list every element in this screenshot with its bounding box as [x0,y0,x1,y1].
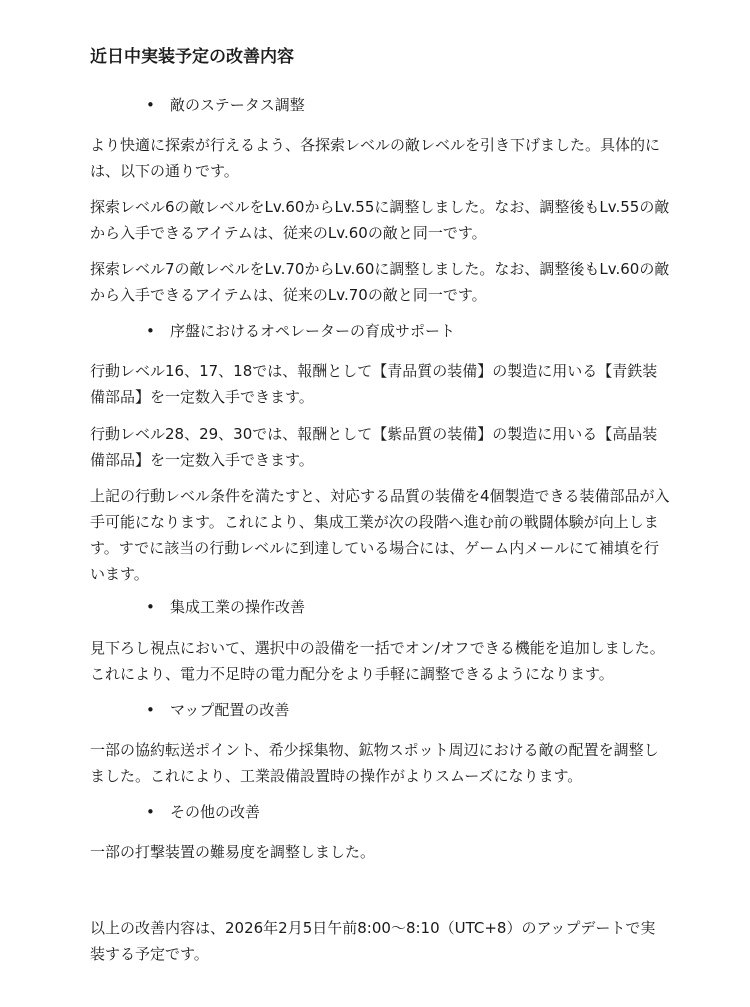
section-heading-label: 敵のステータス調整 [170,96,305,114]
paragraph: 探索レベル7の敵レベルをLv.70からLv.60に調整しました。なお、調整後もLv.60の敵から入手できるアイテムは、従来のLv.70の敵と同一です。 [90,260,670,304]
section-heading-label: マップ配置の改善 [170,701,290,719]
bullet-icon: • [146,96,155,114]
section-heading-enemy-status [146,92,305,118]
section-heading-label: その他の改善 [170,803,261,821]
section-heading-label: 序盤におけるオペレーターの育成サポート [170,322,456,340]
paragraph: 一部の打撃装置の難易度を調整しました。 [90,843,376,861]
footer-note: 以上の改善内容は、2026年2月5日午前8:00〜8:10（UTC+8）のアップデートで実装する予定です。 [90,919,656,963]
section-heading-label: 集成工業の操作改善 [170,598,306,616]
section-heading-operator-support [146,318,455,344]
bullet-icon: • [146,701,155,719]
paragraph: 一部の協約転送ポイント、希少採集物、鉱物スポット周辺における敵の配置を調整しました。これにより、工業設備設置時の操作がよりスムーズになります。 [90,741,659,785]
bullet-icon: • [146,598,155,616]
bullet-icon: • [146,803,155,821]
bullet-icon: • [146,322,155,340]
paragraph: より快適に探索が行えるよう、各探索レベルの敵レベルを引き下げました。具体的には、以下の通りです。 [90,136,661,180]
section-heading-other [146,799,260,825]
paragraph: 見下ろし視点において、選択中の設備を一括でオン/オフできる機能を追加しました。これにより、電力不足時の電力配分をより手軽に調整できるようになります。 [90,639,665,683]
paragraph: 行動レベル28、29、30では、報酬として【紫品質の装備】の製造に用いる【高晶装備部品】を一定数入手できます。 [90,425,658,469]
paragraph: 探索レベル6の敵レベルをLv.60からLv.55に調整しました。なお、調整後もLv.55の敵から入手できるアイテムは、従来のLv.60の敵と同一です。 [90,198,670,242]
paragraph: 上記の行動レベル条件を満たすと、対応する品質の装備を4個製造できる装備部品が入手可能になります。これにより、集成工業が次の段階へ進む前の戦闘体験が向上します。すでに該当の行動レベルに到達している場合には、ゲーム内メールにて補填を行います。 [90,487,670,583]
section-heading-industry-ops [146,594,305,620]
section-heading-map-placement [146,697,289,723]
page-title: 近日中実装予定の改善内容 [90,47,294,67]
paragraph: 行動レベル16、17、18では、報酬として【青品質の装備】の製造に用いる【青鉄装備部品】を一定数入手できます。 [90,362,658,406]
